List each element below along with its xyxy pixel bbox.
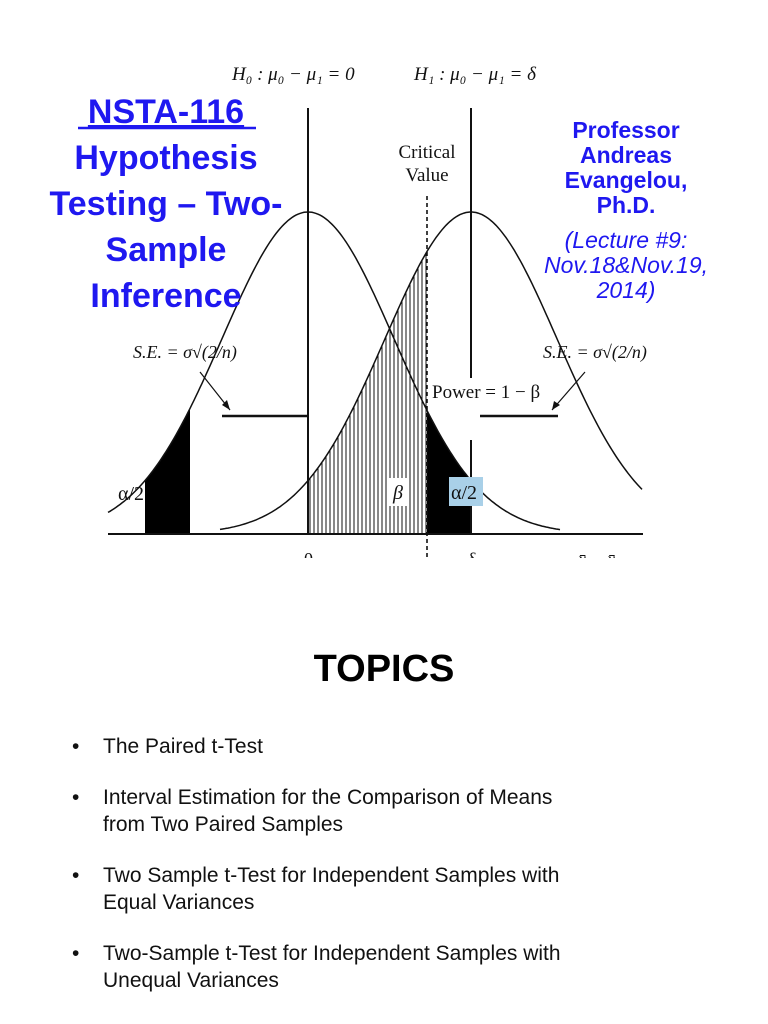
bullet-icon: • bbox=[72, 942, 80, 965]
lecture-line2: Nov.18&Nov.19, bbox=[543, 252, 709, 278]
author-line1: Professor bbox=[572, 117, 680, 143]
slide-title-line4: Sample bbox=[105, 231, 227, 269]
topics-heading: TOPICS bbox=[313, 648, 455, 690]
slide-title-line5: Inference bbox=[90, 277, 242, 315]
topic-item bbox=[72, 733, 692, 760]
topic-text: Two-Sample t-Test for Independent Samples with bbox=[103, 942, 561, 965]
beta-label: β bbox=[393, 482, 403, 504]
h0-label: H₀ : μ₀ − μ₁ = 0 bbox=[232, 64, 355, 85]
topic-item bbox=[72, 940, 692, 994]
beta-region bbox=[310, 253, 426, 534]
lecture-line1: (Lecture #9: bbox=[564, 227, 688, 253]
topic-item bbox=[72, 784, 692, 838]
slide-title-line1: NSTA-116 bbox=[87, 93, 245, 131]
se-label-right: S.E. = σ√(2/n) bbox=[543, 342, 647, 362]
topic-text-continued: from Two Paired Samples bbox=[103, 813, 344, 836]
slide-title-line3: Testing – Two- bbox=[49, 185, 283, 223]
bullet-icon: • bbox=[72, 786, 80, 809]
topics-list bbox=[72, 733, 692, 1018]
alpha-left-label: α/2 bbox=[118, 483, 145, 505]
bullet-icon: • bbox=[72, 864, 80, 887]
topic-text: Two Sample t-Test for Independent Samples with bbox=[103, 864, 560, 887]
lecture-line3: 2014) bbox=[596, 277, 656, 303]
h1-label: H₁ : μ₀ − μ₁ = δ bbox=[414, 64, 536, 85]
topic-text: The Paired t-Test bbox=[103, 735, 263, 758]
topic-text-continued: Equal Variances bbox=[103, 891, 255, 914]
author-line3: Evangelou, bbox=[564, 167, 688, 193]
critical-value-label-line1: Critical bbox=[398, 142, 456, 163]
power-label: Power = 1 − β bbox=[432, 382, 541, 403]
topic-text: Interval Estimation for the Comparison of Means bbox=[103, 786, 553, 809]
author-line2: Andreas bbox=[579, 142, 673, 168]
alpha-right-label: α/2 bbox=[451, 482, 478, 504]
critical-value-label-line2: Value bbox=[405, 165, 449, 186]
slide-title-line2: Hypothesis bbox=[74, 139, 258, 177]
topic-item bbox=[72, 862, 692, 916]
bullet-icon: • bbox=[72, 735, 80, 758]
topic-text-continued: Unequal Variances bbox=[103, 969, 279, 992]
author-line4: Ph.D. bbox=[596, 192, 656, 218]
se-label-left: S.E. = σ√(2/n) bbox=[133, 342, 237, 362]
